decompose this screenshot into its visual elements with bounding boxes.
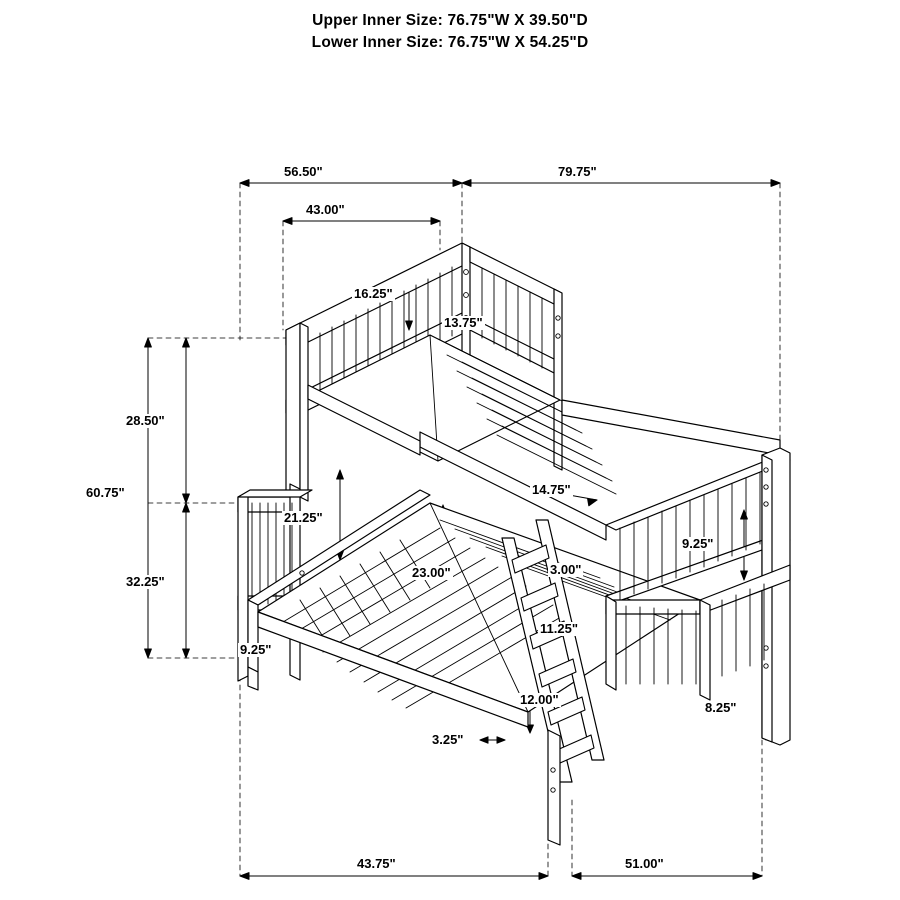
dimension-label-ladder-base-height: 12.00": [520, 692, 559, 707]
dimension-label-upper-guard-height: 16.25": [354, 286, 393, 301]
dimension-label-ladder-offset: 3.00": [550, 562, 582, 577]
dimension-label-foot-post-height: 8.25": [705, 700, 737, 715]
dimension-label-ladder-foot-offset: 3.25": [432, 732, 464, 747]
dimension-label-footboard-width: 23.00": [412, 565, 451, 580]
dimension-label-upper-rail-span: 43.00": [306, 202, 345, 217]
upper-inner-size-line: Upper Inner Size: 76.75"W X 39.50"D: [312, 12, 588, 29]
dimension-label-bottom-left-span: 43.75": [357, 856, 396, 871]
dimension-label-top-right-span: 79.75": [558, 164, 597, 179]
dimension-label-lower-deck-height: 32.25": [126, 574, 165, 589]
dimension-label-lower-headboard: 9.25": [682, 536, 714, 551]
dimension-label-lower-clearance: 9.25": [240, 642, 272, 657]
dimension-label-upper-post-height: 13.75": [444, 315, 483, 330]
dimension-label-mid-rail-height: 14.75": [532, 482, 571, 497]
dimension-label-bottom-right-span: 51.00": [625, 856, 664, 871]
dimension-label-lower-guard-height: 21.25": [284, 510, 323, 525]
dimension-label-overall-height: 60.75": [86, 485, 125, 500]
dimension-label-top-left-span: 56.50": [284, 164, 323, 179]
dimension-label-upper-deck-height: 28.50": [126, 413, 165, 428]
lower-inner-size-line: Lower Inner Size: 76.75"W X 54.25"D: [311, 34, 589, 51]
dimension-label-ladder-rung-gap: 11.25": [540, 621, 578, 636]
